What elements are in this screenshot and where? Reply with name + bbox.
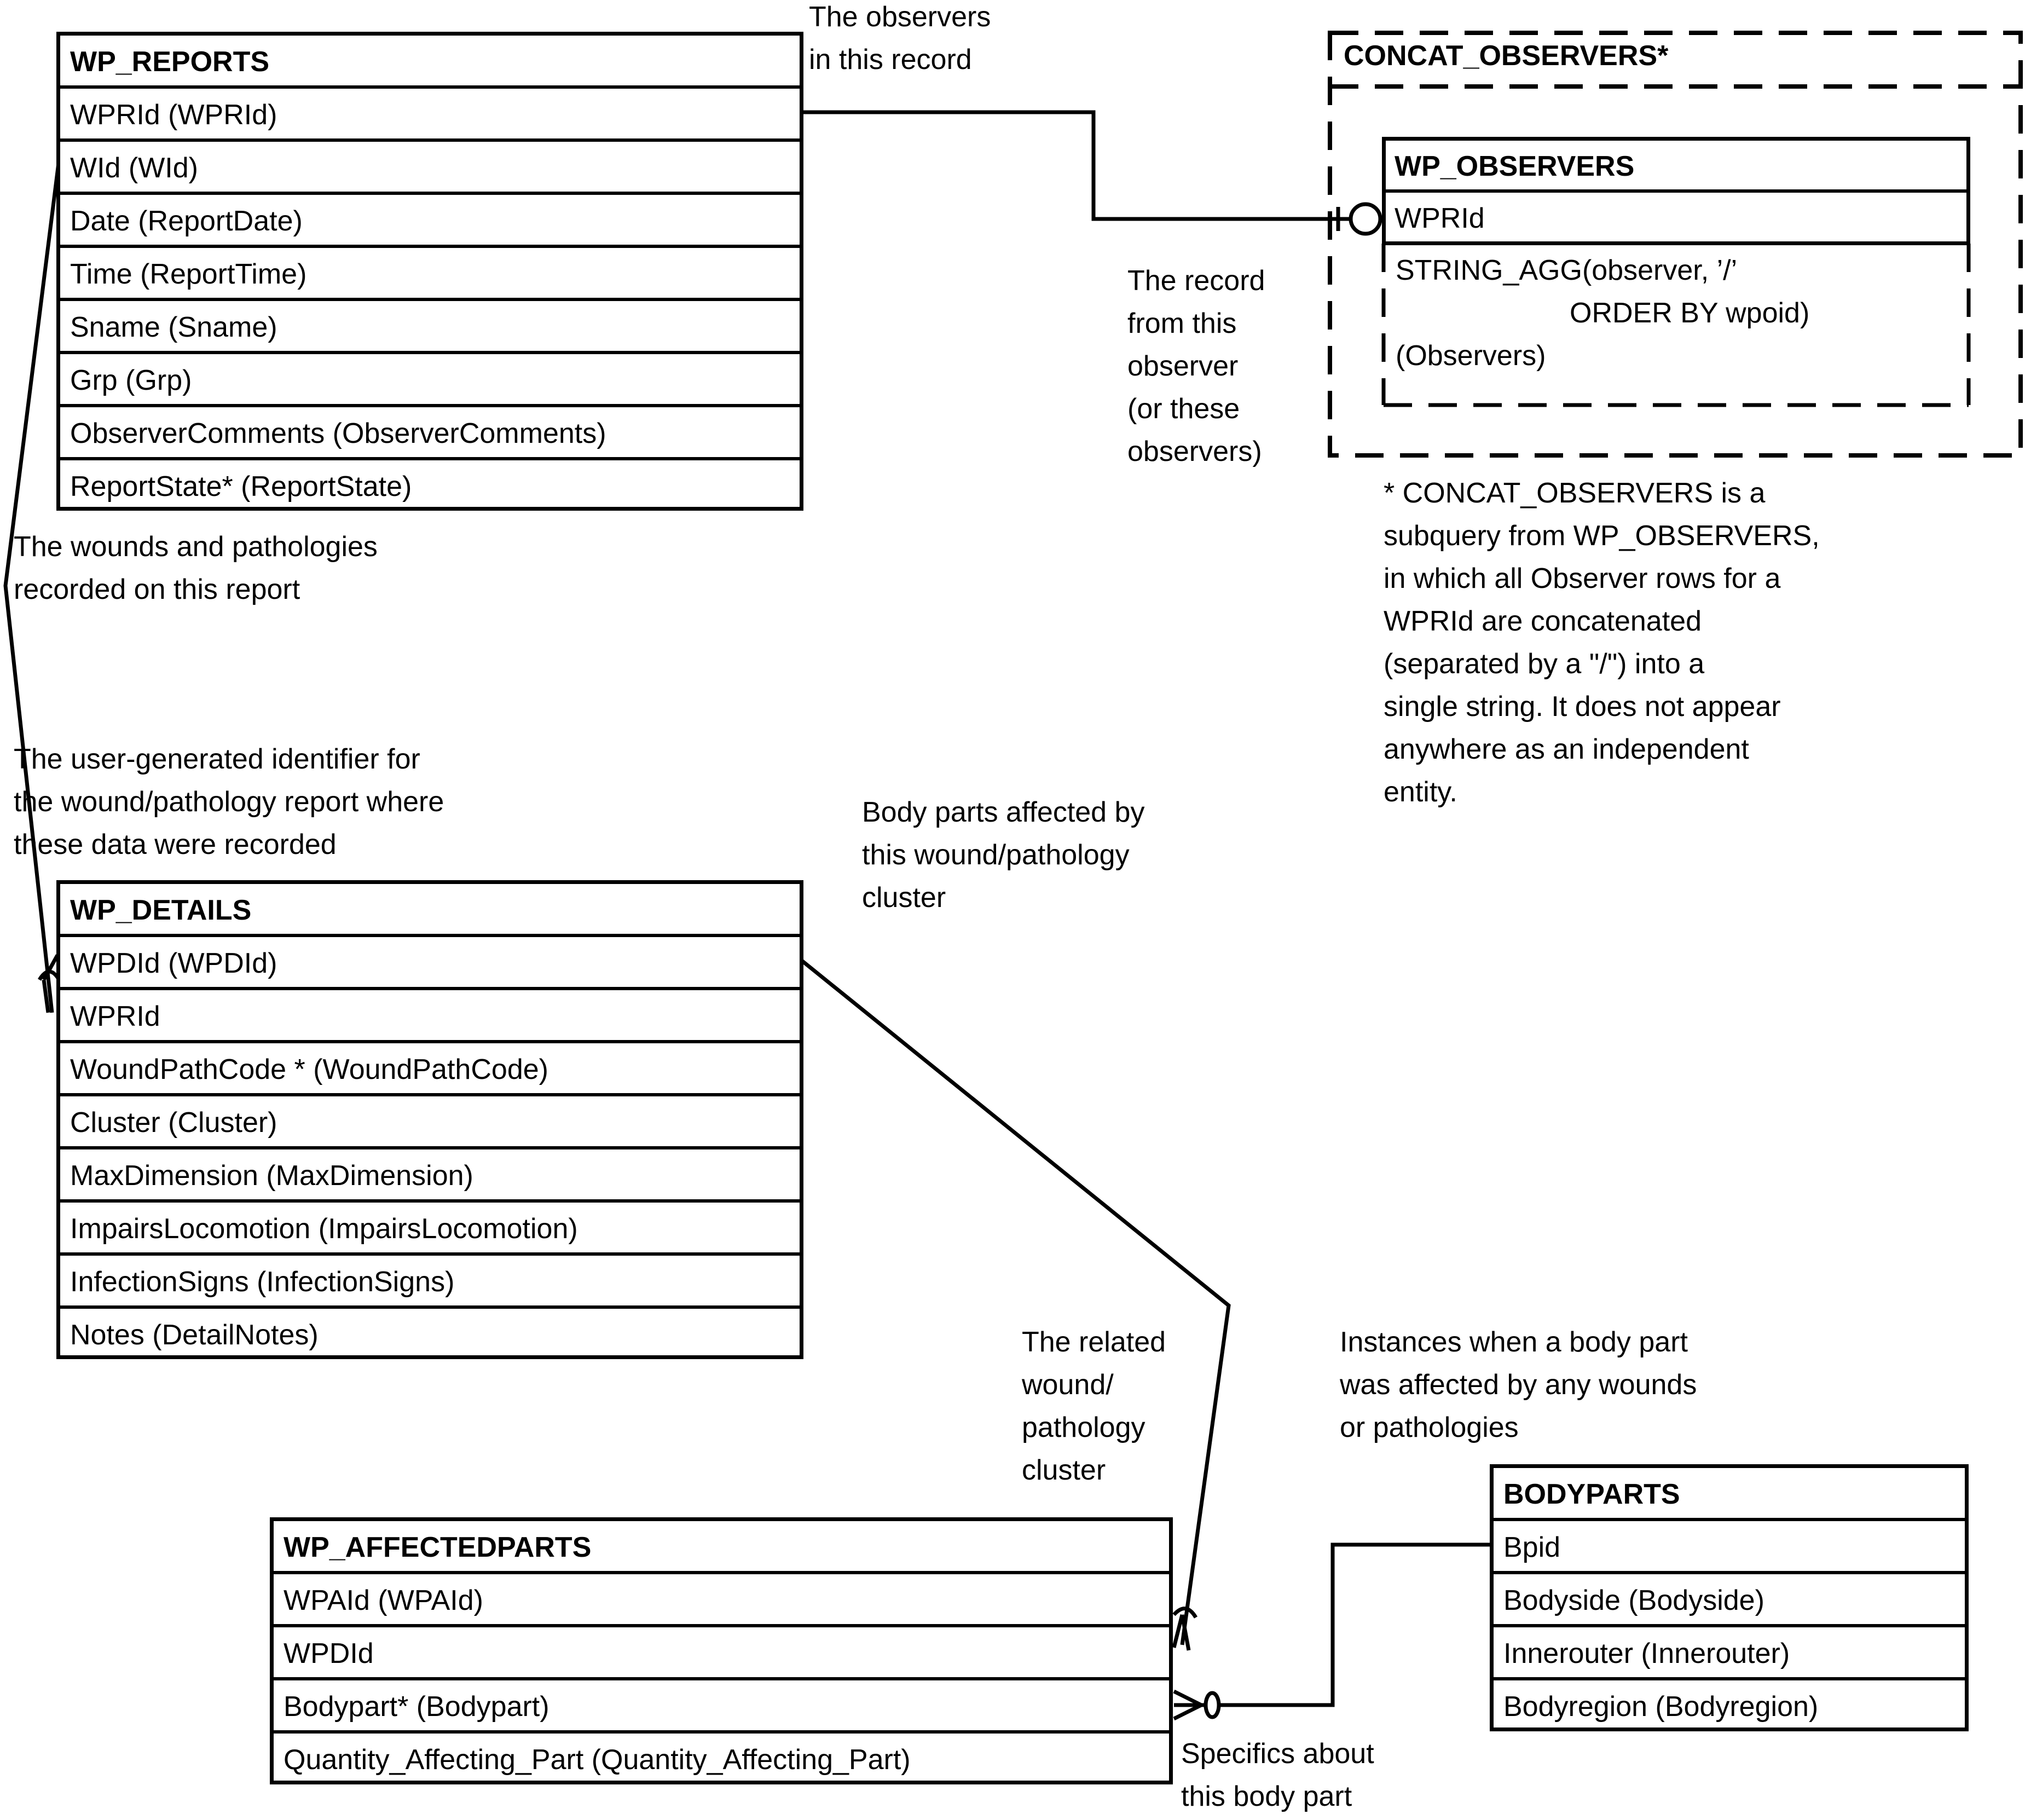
note-record-from-observer: The record from this observer (or these observers)	[1127, 265, 1265, 467]
wp-observers-agg-line-1: STRING_AGG(observer, ’/’	[1396, 255, 1738, 286]
rel-affectedparts-bodyparts	[1174, 1545, 1491, 1705]
rel-reports-observers	[802, 112, 1349, 219]
wp-reports-field: Time (ReportTime)	[60, 248, 800, 301]
note-instances-body-part: Instances when a body part was affected by any wounds or pathologies	[1340, 1326, 1697, 1443]
concat-observers-title: CONCAT_OBSERVERS*	[1344, 40, 1669, 72]
rel-reports-observers-zero-icon	[1351, 204, 1380, 234]
wp-reports-field: Sname (Sname)	[60, 301, 800, 354]
wp-affectedparts-field: Quantity_Affecting_Part (Quantity_Affecting_Part)	[284, 1744, 911, 1776]
wp-reports-field: ObserverComments (ObserverComments)	[60, 407, 800, 460]
note-user-identifier: The user-generated identifier for the wound/pathology report where these data were recorded	[14, 743, 444, 860]
wp-details-field: MaxDimension (MaxDimension)	[60, 1149, 800, 1203]
note-related-cluster: The related wound/ pathology cluster	[1022, 1326, 1166, 1486]
wp-observers-box	[1382, 137, 1970, 245]
wp-observers-agg-line-3: (Observers)	[1396, 340, 1546, 372]
wp-observers-field: WPRId	[1395, 203, 1485, 234]
wp-reports-field: ReportState* (ReportState)	[70, 471, 412, 502]
bodyparts-field: Bpid	[1494, 1521, 1965, 1574]
wp-details-entity	[56, 880, 803, 1359]
wp-details-field: Cluster (Cluster)	[60, 1096, 800, 1149]
wp-details-field: ImpairsLocomotion (ImpairsLocomotion)	[60, 1203, 800, 1256]
note-specifics-body-part: Specifics about this body part	[1181, 1738, 1374, 1812]
bodyparts-field: Bodyside (Bodyside)	[1494, 1574, 1965, 1627]
rel-affectedparts-bodyparts-zero-icon	[1206, 1693, 1219, 1717]
wp-reports-field: WId (WId)	[60, 142, 800, 195]
wp-observers-entity	[1382, 137, 1970, 408]
wp-details-field: WoundPathCode * (WoundPathCode)	[60, 1043, 800, 1096]
rel-affectedparts-bodyparts-foot-a	[1174, 1691, 1201, 1705]
wp-affectedparts-field: WPDId	[274, 1627, 1169, 1680]
rel-affectedparts-bodyparts-foot-b	[1174, 1705, 1201, 1719]
wp-details-field: Notes (DetailNotes)	[70, 1319, 319, 1351]
wp-details-field: WPDId (WPDId)	[60, 937, 800, 990]
wp-reports-field: WPRId (WPRId)	[60, 89, 800, 142]
wp-reports-field: Grp (Grp)	[60, 354, 800, 407]
bodyparts-title: BODYPARTS	[1494, 1468, 1965, 1521]
bodyparts-field: Bodyregion (Bodyregion)	[1503, 1691, 1819, 1723]
wp-observers-agg-line-2: ORDER BY wpoid)	[1570, 297, 1810, 329]
wp-details-field: InfectionSigns (InfectionSigns)	[60, 1256, 800, 1309]
wp-details-field: WPRId	[60, 990, 800, 1043]
wp-reports-entity	[56, 32, 803, 511]
note-wounds-recorded: The wounds and pathologies recorded on this report	[14, 531, 378, 605]
wp-affectedparts-field: WPAId (WPAId)	[274, 1574, 1169, 1627]
wp-reports-title: WP_REPORTS	[60, 36, 800, 89]
note-body-parts-affected: Body parts affected by this wound/pathology cluster	[862, 796, 1145, 914]
wp-affectedparts-entity	[270, 1517, 1173, 1784]
bodyparts-entity	[1490, 1464, 1969, 1731]
wp-affectedparts-field: Bodypart* (Bodypart)	[274, 1680, 1169, 1734]
note-concat-footnote: * CONCAT_OBSERVERS is a subquery from WP_OBSERVERS, in which all Observer rows for a WPRId are concatenated (separated by a "/") into a single string. It does not appear anywhere as an independent entity.	[1384, 477, 1820, 808]
note-observers-in-record: The observers in this record	[809, 1, 991, 76]
wp-reports-field: Date (ReportDate)	[60, 195, 800, 248]
bodyparts-field: Innerouter (Innerouter)	[1494, 1627, 1965, 1680]
wp-affectedparts-title: WP_AFFECTEDPARTS	[274, 1521, 1169, 1574]
wp-details-title: WP_DETAILS	[60, 884, 800, 937]
wp-observers-title: WP_OBSERVERS	[1386, 141, 1966, 193]
